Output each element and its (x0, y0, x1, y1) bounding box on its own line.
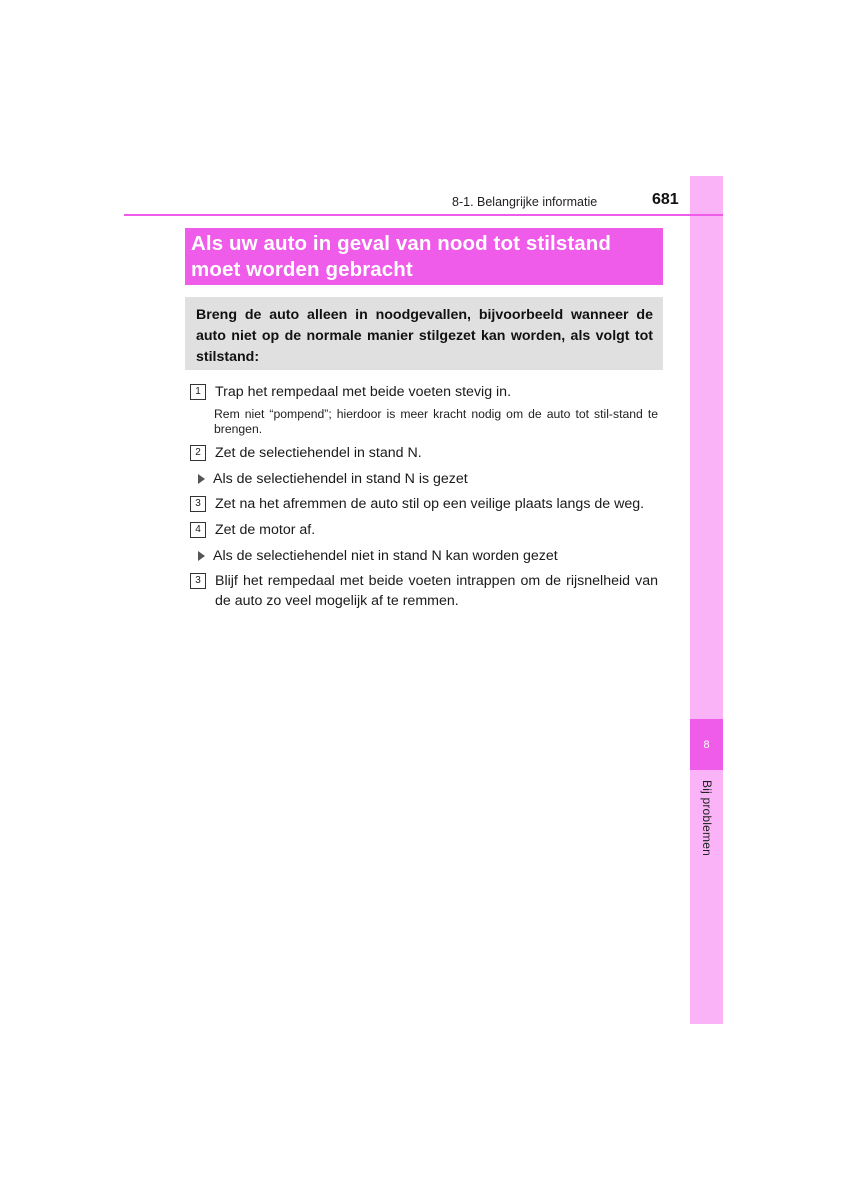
intro-box: Breng de auto alleen in noodgevallen, bijvoorbeeld wanneer de auto niet op de normale manier stilgezet kan worden, als volgt tot stilstand: (185, 297, 663, 370)
step-3-alt (190, 571, 658, 611)
step-3 (190, 494, 658, 514)
step-number: 2 (190, 445, 206, 461)
step-4 (190, 520, 658, 540)
condition-text: Als de selectiehendel niet in stand N kan worden gezet (213, 548, 558, 564)
condition-bullet (198, 469, 658, 489)
step-text: Blijf het rempedaal met beide voeten intrappen om de rijsnelheid van de auto zo veel mogelijk af te remmen. (215, 573, 658, 609)
step-number: 3 (190, 573, 206, 589)
header-divider (124, 214, 723, 216)
step-text: Trap het rempedaal met beide voeten stevig in. (215, 384, 512, 400)
condition-bullet (198, 546, 658, 566)
chapter-number: 8 (690, 719, 723, 770)
step-2 (190, 443, 658, 463)
condition-text: Als de selectiehendel in stand N is gezet (213, 471, 468, 487)
page-title-line-1: Als uw auto in geval van nood tot stilstand (191, 232, 612, 255)
step-1 (190, 382, 658, 402)
step-note: Rem niet “pompend”; hierdoor is meer kracht nodig om de auto tot stil-stand te brengen. (214, 407, 658, 436)
step-list (190, 382, 658, 617)
step-number: 3 (190, 496, 206, 512)
step-text: Zet de selectiehendel in stand N. (215, 445, 422, 461)
step-number: 4 (190, 522, 206, 538)
step-text: Zet de motor af. (215, 522, 316, 538)
page-number: 681 (652, 191, 679, 208)
step-text: Zet na het afremmen de auto stil op een veilige plaats langs de weg. (215, 496, 645, 512)
triangle-bullet-icon (198, 474, 205, 484)
page-title (185, 228, 663, 285)
chapter-side-tab (690, 176, 723, 1024)
step-number: 1 (190, 384, 206, 400)
section-label: 8-1. Belangrijke informatie (452, 195, 598, 209)
chapter-title: Bij problemen (700, 780, 714, 856)
page-title-line-2: moet worden gebracht (191, 258, 413, 281)
triangle-bullet-icon (198, 551, 205, 561)
